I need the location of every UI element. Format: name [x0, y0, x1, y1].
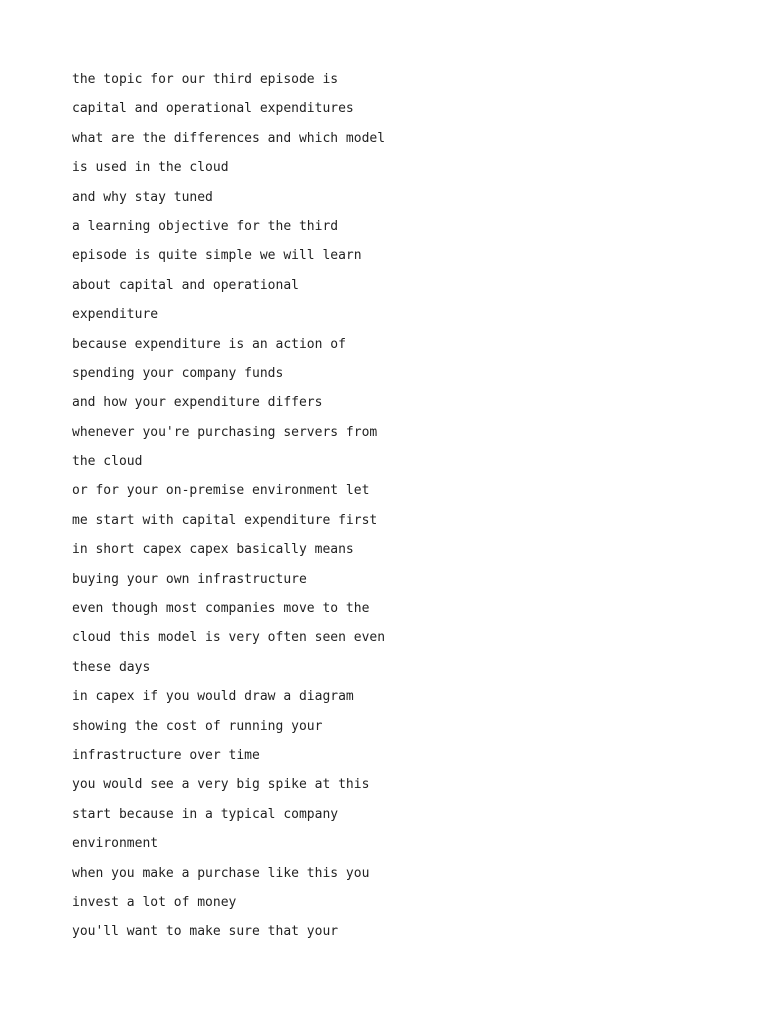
transcript-line: and why stay tuned	[72, 189, 213, 205]
transcript-line: you would see a very big spike at this	[72, 777, 370, 793]
transcript-line: capital and operational expenditures	[72, 101, 354, 117]
transcript-line: is used in the cloud	[72, 160, 229, 176]
transcript-line: in short capex capex basically means	[72, 542, 354, 558]
transcript-line: about capital and operational	[72, 277, 299, 293]
transcript-line: me start with capital expenditure first	[72, 512, 378, 528]
transcript-line: episode is quite simple we will learn	[72, 248, 362, 264]
transcript-line: expenditure	[72, 307, 159, 323]
transcript-line: and how your expenditure differs	[72, 395, 323, 411]
transcript-text	[72, 65, 712, 947]
transcript-line: cloud this model is very often seen even	[72, 630, 386, 646]
transcript-line: infrastructure over time	[72, 747, 260, 763]
transcript-line: what are the differences and which model	[72, 130, 386, 146]
transcript-line: buying your own infrastructure	[72, 571, 307, 587]
transcript-line: the cloud	[72, 454, 143, 470]
transcript-line: environment	[72, 836, 159, 852]
transcript-line: showing the cost of running your	[72, 718, 323, 734]
transcript-line: because expenditure is an action of	[72, 336, 346, 352]
transcript-line: invest a lot of money	[72, 894, 237, 910]
transcript-line: when you make a purchase like this you	[72, 865, 370, 881]
transcript-line: even though most companies move to the	[72, 601, 370, 617]
transcript-line: the topic for our third episode is	[72, 72, 339, 87]
transcript-line: spending your company funds	[72, 365, 284, 381]
transcript-line: start because in a typical company	[72, 806, 339, 822]
transcript-line: a learning objective for the third	[72, 218, 339, 234]
transcript-line: you'll want to make sure that your	[72, 924, 339, 940]
transcript-line: in capex if you would draw a diagram	[72, 689, 354, 705]
transcript-line: or for your on-premise environment let	[72, 483, 370, 499]
transcript-line: whenever you're purchasing servers from	[72, 424, 378, 440]
transcript-line: these days	[72, 659, 151, 675]
